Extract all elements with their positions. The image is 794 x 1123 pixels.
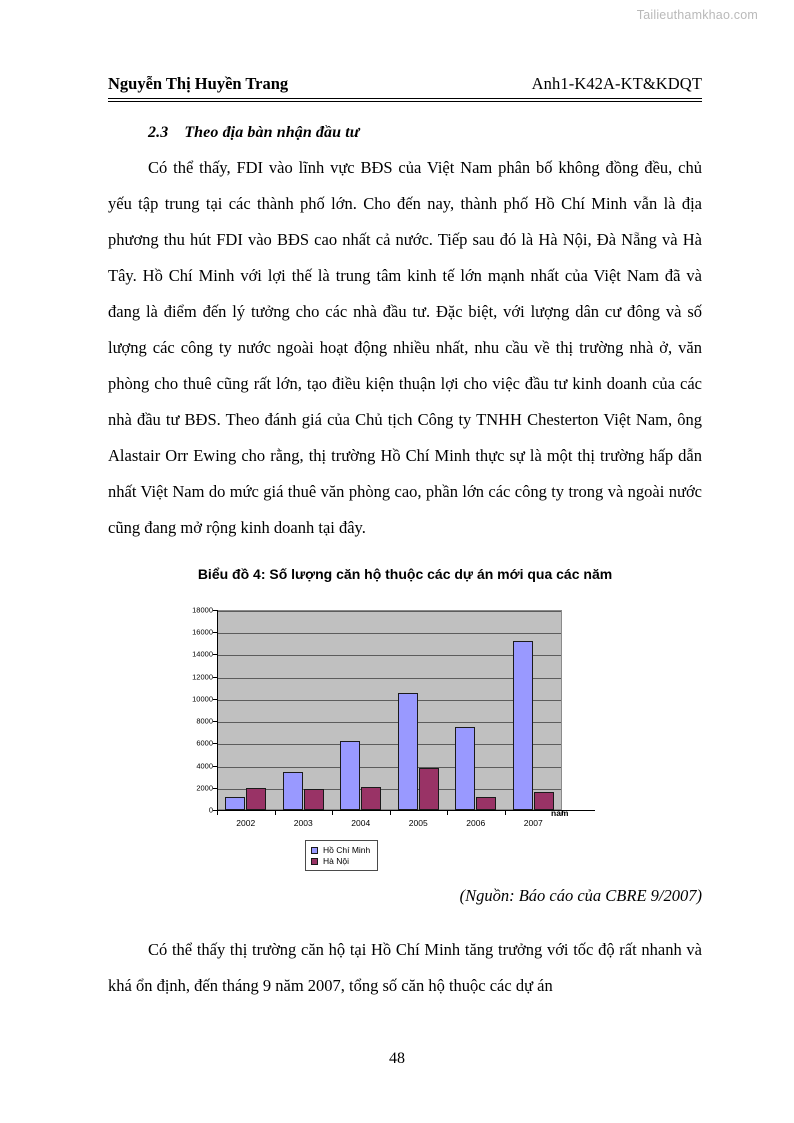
chart-y-tick-mark [213, 677, 217, 678]
chart-legend [305, 840, 378, 871]
chart-bar [513, 641, 533, 810]
chart-bar [476, 797, 496, 810]
chart-x-tick-mark [447, 810, 448, 815]
chart-x-tick-label: 2004 [351, 818, 371, 828]
chart-y-tick-label: 8000 [196, 716, 213, 726]
chart-x-tick-label: 2002 [236, 818, 256, 828]
section-heading [148, 124, 702, 142]
document-content [108, 110, 702, 1004]
chart-plot-area [217, 610, 562, 810]
header-class-code: Anh1-K42A-KT&KDQT [531, 74, 702, 93]
legend-color-swatch [311, 847, 318, 854]
running-header [108, 74, 702, 94]
legend-color-swatch [311, 858, 318, 865]
body-paragraph-2: Có thể thấy thị trường căn hộ tại Hồ Chí Minh tăng trưởng với tốc độ rất nhanh và khá ổn định, đến tháng 9 năm 2007, tổng số căn hộ thuộc các dự án [108, 940, 702, 995]
chart-y-tick-mark [213, 632, 217, 633]
body-paragraph-1: Có thể thấy, FDI vào lĩnh vực BĐS của Việt Nam phân bố không đồng đều, chủ yếu tập trung tại các thành phố lớn. Cho đến nay, thành phố Hồ Chí Minh vẫn là địa phương thu hút FDI vào BĐS cao nhất cả nước. Tiếp sau đó là Hà Nội, Đà Nẵng và Hà Tây. Hồ Chí Minh với lợi thế là trung tâm kinh tế lớn mạnh nhất của Việt Nam đã và đang là điểm đến lý tưởng cho các nhà đầu tư. Đặc biệt, với lượng dân cư đông và số lượng các công ty nước ngoài hoạt động nhiều nhất, nhu cầu về thị trường nhà ở, văn phòng cho thuê cũng rất lớn, tạo điều kiện thuận lợi cho việc đầu tư kinh doanh của các nhà đầu tư BĐS. Theo đánh giá của Chủ tịch Công ty TNHH Chesterton Việt Nam, ông Alastair Orr Ewing cho rằng, thị trường Hồ Chí Minh thực sự là một thị trường hấp dẫn nhất Việt Nam do mức giá thuê văn phòng cao, phần lớn các công ty trong và ngoài nước cũng đang mở rộng kinh doanh tại đây. [108, 158, 702, 537]
chart-y-tick-mark [213, 610, 217, 611]
chart-x-tick-mark [332, 810, 333, 815]
watermark-text: Tailieuthamkhao.com [636, 8, 758, 22]
chart-x-tick-label: 2007 [523, 818, 543, 828]
chart-y-tick-mark [213, 721, 217, 722]
chart-x-tick-mark [390, 810, 391, 815]
chart-gridline [218, 722, 561, 723]
chart-x-tick-mark [217, 810, 218, 815]
chart-y-tick-label: 12000 [192, 672, 213, 682]
chart-gridline [218, 767, 561, 768]
chart-y-axis [217, 610, 218, 811]
chart-x-tick-mark [505, 810, 506, 815]
chart-gridline [218, 678, 561, 679]
chart-gridline [218, 655, 561, 656]
chart-y-tick-label: 2000 [196, 783, 213, 793]
chart-y-tick-mark [213, 788, 217, 789]
chart-bar [283, 772, 303, 810]
chart-y-tick-mark [213, 654, 217, 655]
chart-x-tick-label: 2003 [293, 818, 313, 828]
chart-x-axis-title: năm [551, 808, 569, 818]
bar-chart [165, 602, 615, 866]
chart-bar [225, 797, 245, 810]
chart-x-tick-label: 2006 [466, 818, 486, 828]
page-number: 48 [389, 1050, 405, 1067]
chart-bar [304, 789, 324, 810]
chart-caption: Biểu đồ 4: Số lượng căn hộ thuộc các dự án mới qua các năm [197, 566, 613, 582]
legend-series-label: Hà Nội [323, 856, 349, 866]
chart-gridline [218, 700, 561, 701]
chart-gridline [218, 633, 561, 634]
chart-bar [398, 693, 418, 810]
chart-legend-item [311, 856, 370, 866]
chart-y-tick-mark [213, 766, 217, 767]
chart-gridline [218, 744, 561, 745]
chart-x-tick-mark [275, 810, 276, 815]
chart-bar [419, 768, 439, 810]
chart-y-tick-label: 10000 [192, 694, 213, 704]
chart-y-tick-mark [213, 743, 217, 744]
chart-bar [246, 788, 266, 810]
chart-y-tick-label: 18000 [192, 605, 213, 615]
chart-y-tick-label: 14000 [192, 649, 213, 659]
chart-gridline [218, 789, 561, 790]
chart-bar [455, 727, 475, 810]
chart-container [108, 596, 702, 886]
chart-y-tick-label: 0 [208, 805, 213, 815]
chart-bar [340, 741, 360, 810]
chart-x-tick-label: 2005 [408, 818, 428, 828]
chart-y-tick-mark [213, 699, 217, 700]
section-number: 2.3 [148, 124, 169, 141]
chart-y-tick-label: 16000 [192, 627, 213, 637]
legend-series-label: Hồ Chí Minh [323, 845, 371, 855]
chart-y-tick-label: 6000 [196, 738, 213, 748]
chart-source-note: (Nguồn: Báo cáo của CBRE 9/2007) [459, 886, 702, 905]
header-divider [108, 98, 702, 102]
header-author: Nguyễn Thị Huyền Trang [108, 74, 289, 93]
section-title-text: Theo địa bàn nhận đầu tư [184, 124, 360, 141]
chart-bar [361, 787, 381, 810]
chart-legend-item [311, 845, 370, 855]
chart-y-tick-label: 4000 [196, 761, 213, 771]
chart-gridline [218, 611, 561, 612]
